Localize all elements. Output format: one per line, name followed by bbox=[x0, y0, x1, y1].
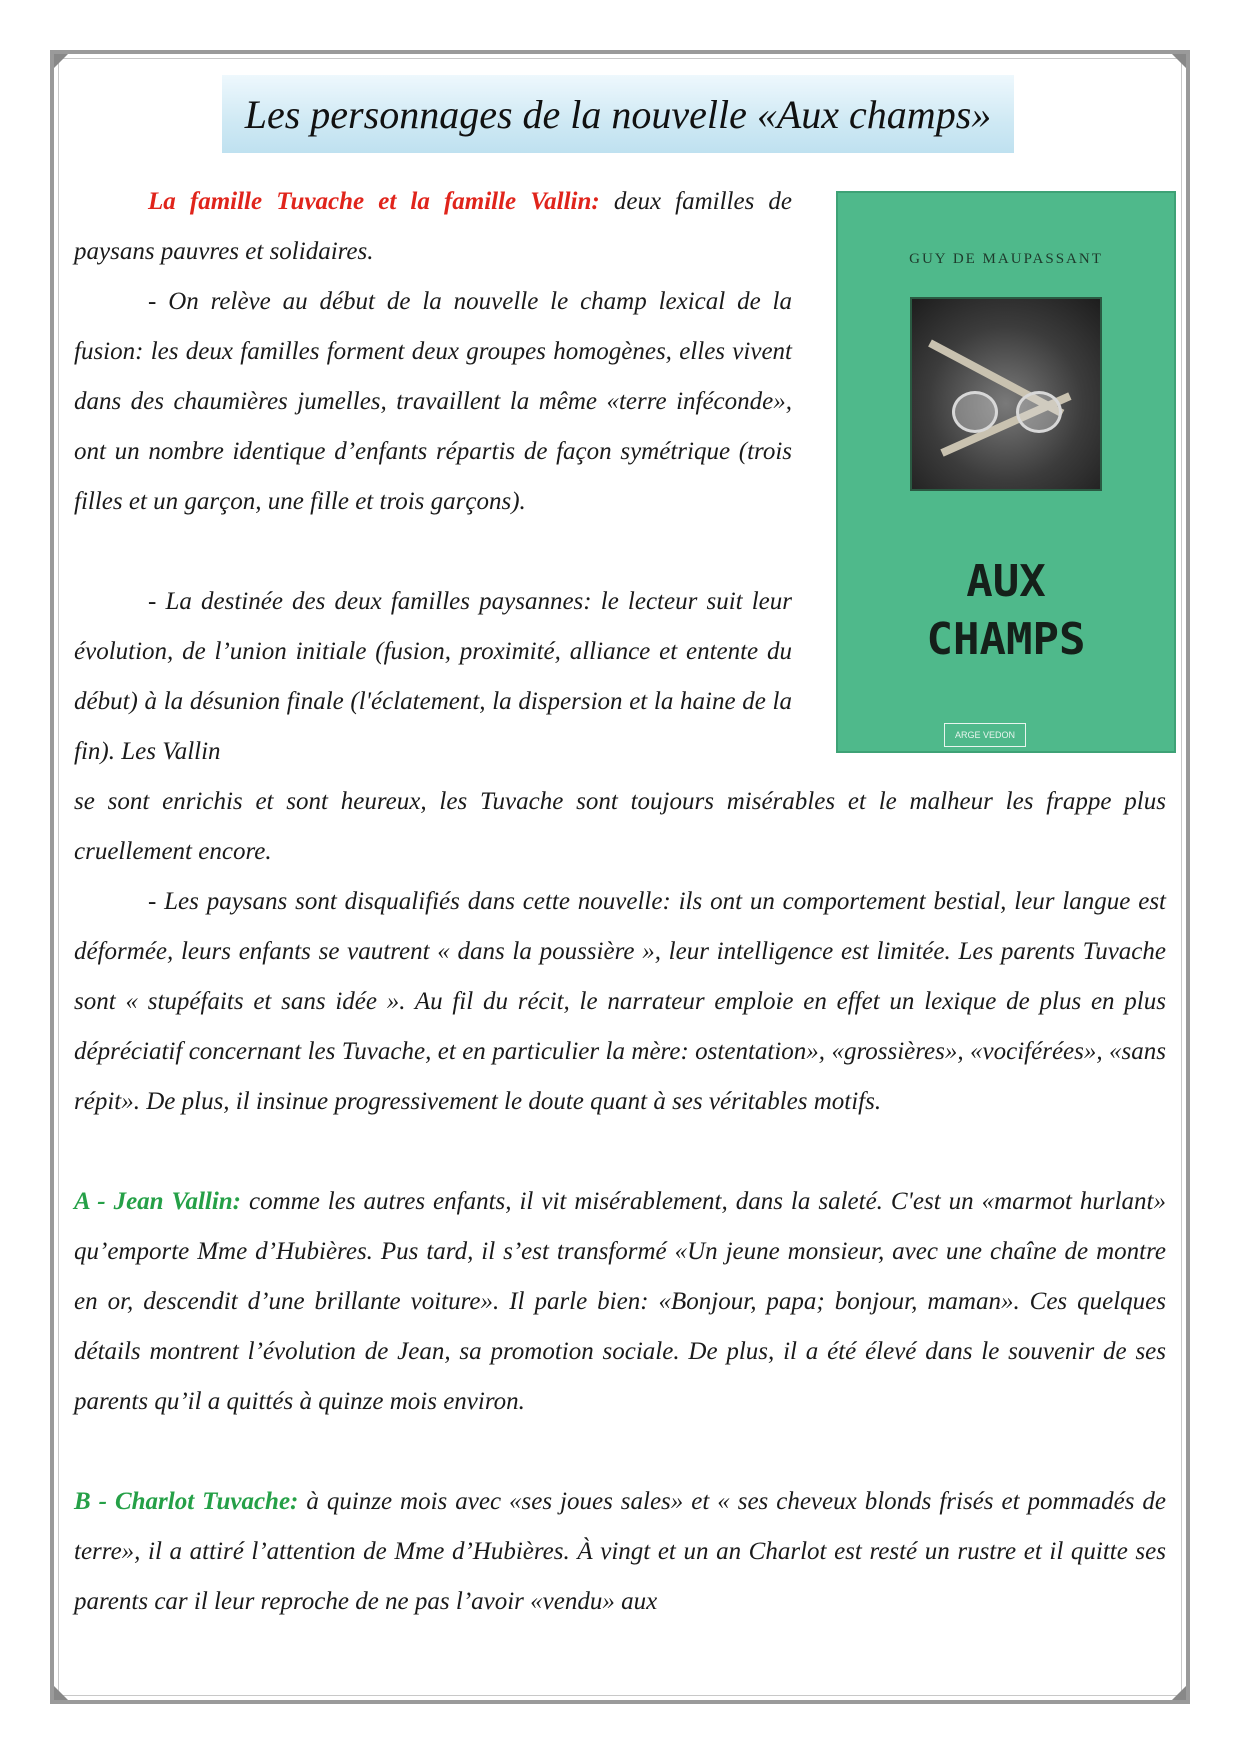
page-title: Les personnages de la nouvelle «Aux champs» bbox=[244, 91, 992, 137]
paragraph-destinee: - La destinée des deux familles paysannes: le lecteur suit leur évolution, de l’union initiale (fusion, proximité, alliance et entente du début) à la désunion finale (l'éclatement, la dispersion et la haine de la fin). Les Vallin bbox=[74, 588, 792, 765]
corner-ornament bbox=[54, 54, 68, 68]
cover-photo-glasses bbox=[952, 391, 998, 433]
section-heading: B - Charlot Tuvache: bbox=[74, 1488, 299, 1515]
section-heading: A - Jean Vallin: bbox=[74, 1188, 242, 1215]
title-banner bbox=[222, 75, 1014, 153]
corner-ornament bbox=[54, 1686, 68, 1700]
cover-photo bbox=[912, 299, 1100, 489]
corner-ornament bbox=[1172, 54, 1186, 68]
publisher-logo: ARGE VEDON bbox=[944, 723, 1026, 747]
section-heading: La famille Tuvache et la famille Vallin: bbox=[148, 188, 600, 215]
paragraph-destinee-continued: se sont enrichis et sont heureux, les Tuvache sont toujours misérables et le malheur les frappe plus cruellement encore. bbox=[74, 788, 1166, 865]
paragraph-charlot: B - Charlot Tuvache: à quinze mois avec «ses joues sales» et « ses cheveux blonds frisés et pommadés de terre», il a attiré l’attention de Mme d’Hubières. À vingt et un an Charlot est resté un rustre et il quitte ses parents car il leur reproche de ne pas l’avoir «vendu» aux bbox=[74, 1488, 1166, 1615]
paragraph-familles-intro: La famille Tuvache et la famille Vallin: deux familles de paysans pauvres et solidaires. bbox=[74, 188, 793, 265]
corner-ornament bbox=[1172, 1686, 1186, 1700]
book-cover-image bbox=[836, 191, 1176, 753]
book-cover-title: AUX CHAMPS bbox=[926, 556, 1086, 665]
paragraph-paysans: - Les paysans sont disqualifiés dans cette nouvelle: ils ont un comportement bestial, leur langue est déformée, leurs enfants se vautrent « dans la poussière », leur intelligence est limitée. Les parents Tuvache sont « stupéfaits et sans idée ». Au fil du récit, le narrateur emploie en effet un lexique de plus en plus dépréciatif concernant les Tuvache, et en particulier la mère: ostentation», «grossières», «vociférées», «sans répit». De plus, il insinue progressivement le doute quant à ses véritables motifs. bbox=[74, 888, 1166, 1115]
cover-photo-glasses bbox=[1016, 391, 1062, 433]
paragraph-jean: A - Jean Vallin: comme les autres enfants, il vit misérablement, dans la saleté. C'est un «marmot hurlant» qu’emporte Mme d’Hubières. Pus tard, il s’est transformé «Un jeune monsieur, avec une chaîne de montre en or, descendit d’une brillante voiture». Il parle bien: «Bonjour, papa; bonjour, maman». Ces quelques détails montrent l’évolution de Jean, sa promotion sociale. De plus, il a été élevé dans le souvenir de ses parents qu’il a quittés à quinze mois environ. bbox=[74, 1188, 1166, 1415]
book-author: GUY DE MAUPASSANT bbox=[909, 251, 1103, 267]
paragraph-fusion: - On relève au début de la nouvelle le champ lexical de la fusion: les deux familles forment deux groupes homogènes, elles vivent dans des chaumières jumelles, travaillent la même «terre inféconde», ont un nombre identique d’enfants répartis de façon symétrique (trois filles et un garçon, une fille et trois garçons). bbox=[74, 288, 792, 515]
